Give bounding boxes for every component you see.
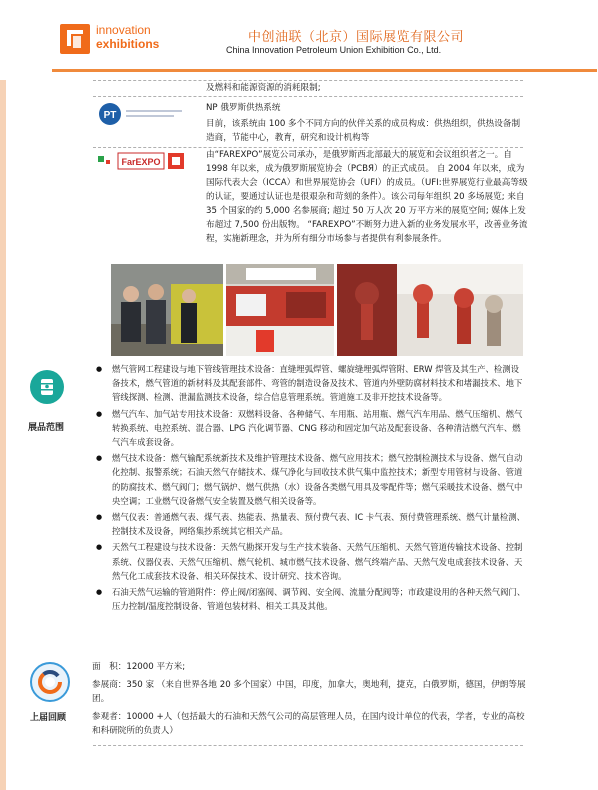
company-name-en: China Innovation Petroleum Union Exhibition Co., Ltd.	[226, 45, 442, 55]
valves-photo	[337, 264, 523, 356]
stat-exhibitors: 参展商：350 家 （来自世界各地 20 多个国家）中国，印度，加拿大，奥地利，捷克，白俄罗斯，德国，伊朗等展团。	[92, 680, 526, 704]
logo-line-1: innovation	[96, 23, 151, 37]
list-item: ● 燃气管网工程建设与地下管线管理技术设备：直缝埋弧焊管、螺旋缝埋弧焊管附、ERW 焊管及其生产、检测设备技术，燃气管道的新材料及其配套部件、弯管的制造设备及技术、管道内外壁防腐材料技术和堵漏技术、地下管线探测、检测、泄漏监测技术设备，综合信息管理系统。管道施工及非开挖技术设备等。	[96, 362, 526, 405]
stat-area: 面 积：12000 平方米;	[92, 662, 186, 672]
company-name-cn: 中创油联（北京）国际展览有限公司	[248, 30, 465, 45]
list-item: ● 燃气仪表：普通燃气表、煤气表、热能表、热量表、预付费气表、IC 卡气表、预付费管理系统、燃气计量检测、控制技术及设备，网络集抄系统其它相关产品。	[96, 510, 526, 538]
divider	[93, 745, 523, 746]
brand-logo-text	[96, 23, 159, 51]
org-1-logo	[96, 100, 196, 130]
page-header	[0, 0, 598, 66]
exhibition-visit-photo	[111, 264, 223, 356]
org-2-logo	[96, 150, 196, 174]
divider	[93, 96, 523, 97]
booth-photo	[226, 264, 334, 356]
oil-barrel-icon	[30, 370, 64, 404]
list-item: ● 石油天然气运输的管道附件：停止阀/闭塞阀、调节阀、安全阀、流量分配阀等；市政建设用的各种天然气阀门、压力控制/温度控制设备、管道包装材料、相关工具及其他。	[96, 585, 526, 613]
org-1-description: 目前，该系统由 100 多个不同方向的伙伴关系的成员构成：供热组织，供热设备制造商，节能中心，教育，研究和设计机构等	[206, 119, 521, 143]
logo-line-2: exhibitions	[96, 37, 160, 51]
org-1-logo-text: PT	[103, 110, 117, 121]
previous-stats	[92, 660, 530, 742]
org-2-description: 由“FAREXPO”展览公司承办，是俄罗斯西北部最大的展览和会议组织者之一。自 1998 年以来，成为俄罗斯展览协会（PCBЯ）的正式成员。 自 2004 年以来，成为国际代表大会（ICCA）和世界展览协会（UFI）的成员。（UFI:世界展览行业最高等级的认证，要通过认证也是很艰杂和苛刻的条件）。该公司每年组织 20 多场展览; 来自 35 个国家的约 5,000 名参展商; 超过 50 万人次 20 万平方米的展览空间; 媒体上发布超过 7,500 份出版物。 “FAREXPO”不断努力进入新的业务发展水平，改善业务流程，实施新理念，并为所有细分市场参与者提供有利参展条件。	[206, 150, 528, 244]
org-2-logo-text: FarEXPO	[121, 157, 161, 167]
scope-label: 展品范围	[28, 423, 65, 433]
org-1-name: NP 俄罗斯供热系统	[206, 103, 281, 113]
stat-visitors: 参观者：10000 +人（包括最大的石油和天然气公司的高层管理人员，在国内设计单位的代表，学者，专业的高校和科研院所的负责人）	[92, 712, 525, 736]
brand-logo-icon	[60, 24, 90, 54]
previous-label: 上届回顾	[30, 713, 67, 723]
list-item: ● 天然气工程建设与技术设备：天然气勘探开发与生产技术装备、天然气压缩机、天然气管道传输技术设备、控制系统、仪器仪表、天然气压缩机、燃气轮机、城市燃气技术设备、燃气终端产品、天然气发电成套技术设备、天然气化工成套技术设备、相关环保技术、设计研究、技术咨询。	[96, 540, 526, 583]
scope-list	[96, 362, 526, 615]
intro-line: 及燃料和能源资源的消耗限制;	[206, 83, 321, 93]
left-accent-bar	[0, 80, 6, 790]
header-divider	[52, 69, 597, 72]
exhibition-photos	[111, 264, 523, 356]
review-chart-icon	[30, 662, 70, 702]
list-item: ● 燃气汽车、加气站专用技术设备：双燃料设备、各种储气、车用瓶、站用瓶、燃气汽车用品、燃气压缩机、燃气转换系统、电控系统、混合器、LPG 汽化调节器、CNG 移动和固定加气站及配套设备、各种清洁燃气汽车、燃气汽车成套设备。	[96, 407, 526, 450]
list-item: ● 燃气技术设备：燃气输配系统新技术及维护管理技术设备、燃气应用技术；燃气控制检测技术与设备、燃气自动化控制、报警系统；石油天然气存储技术、煤气净化与回收技术供气集中监控技术；新型专用管材与设备、管道的防腐技术、燃气阀门；燃气锅炉、燃气供热（水）设备各类燃气用具及零配件等；燃气采暖技术设备、燃气中央空调；工业燃气设备燃气安全装置及燃气相关设备等。	[96, 451, 526, 508]
